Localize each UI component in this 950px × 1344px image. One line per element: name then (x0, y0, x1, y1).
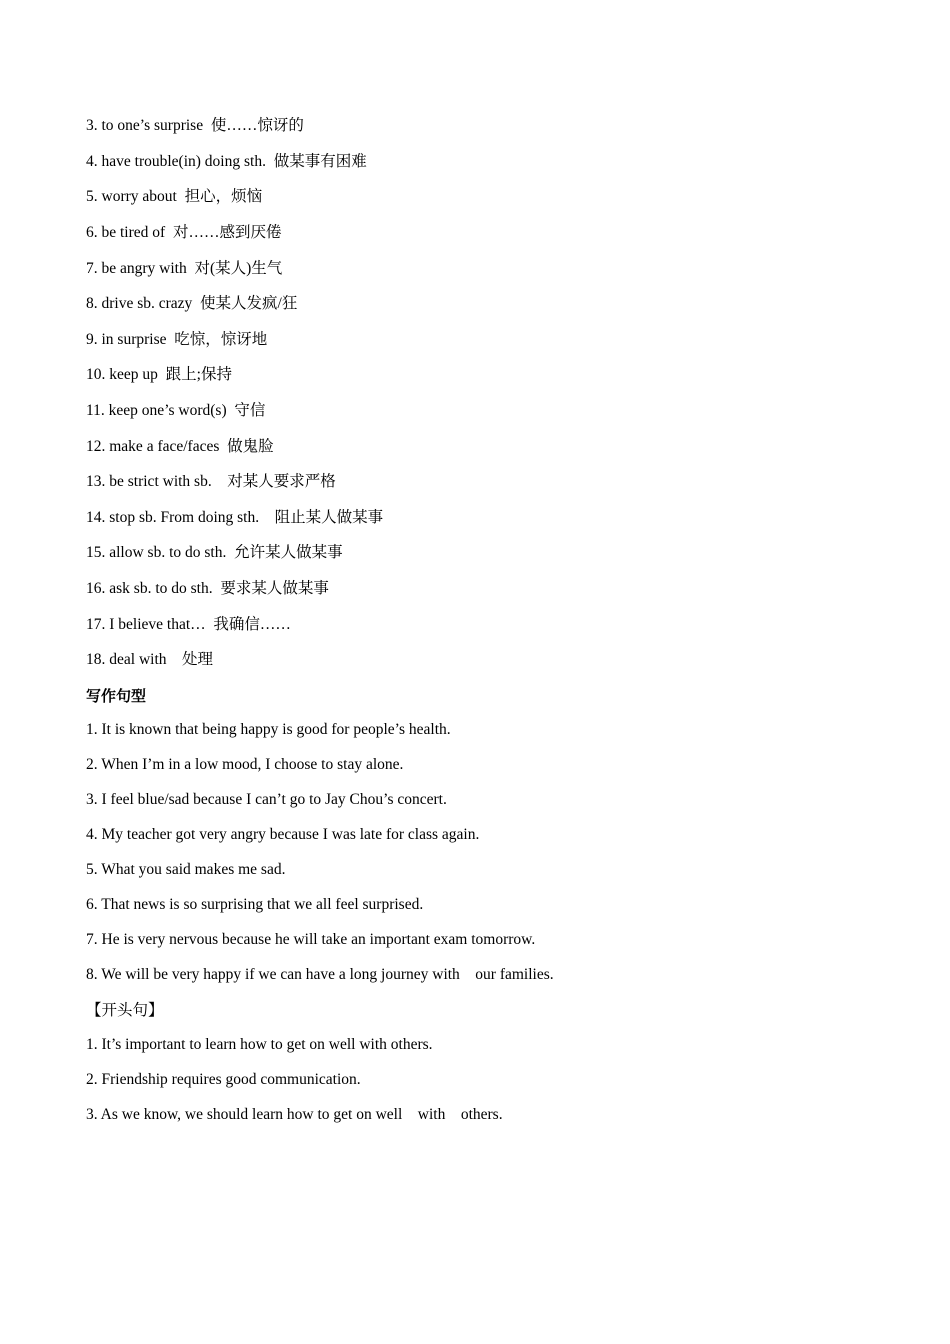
phrase-line: 18. deal with 处理 (86, 651, 213, 668)
phrase-line: 14. stop sb. From doing sth. 阻止某人做某事 (86, 509, 384, 526)
writing-sentence: 3. I feel blue/sad because I can’t go to Jay Chou’s concert. (86, 791, 447, 808)
writing-sentence: 8. We will be very happy if we can have a long journey with our families. (86, 966, 554, 983)
phrase-line: 16. ask sb. to do sth. 要求某人做某事 (86, 580, 329, 597)
phrase-line: 3. to one’s surprise 使……惊讶的 (86, 117, 304, 134)
phrase-line: 4. have trouble(in) doing sth. 做某事有困难 (86, 153, 367, 170)
writing-sentence: 7. He is very nervous because he will take an important exam tomorrow. (86, 931, 536, 948)
phrase-line: 5. worry about 担心，烦恼 (86, 188, 263, 205)
phrase-line: 13. be strict with sb. 对某人要求严格 (86, 473, 336, 490)
phrase-line: 7. be angry with 对(某人)生气 (86, 260, 283, 277)
opening-sentence: 1. It’s important to learn how to get on well with others. (86, 1036, 433, 1053)
writing-heading: 写作句型 (86, 687, 147, 705)
phrase-line: 12. make a face/faces 做鬼脸 (86, 438, 274, 455)
opening-sentence: 2. Friendship requires good communication. (86, 1071, 361, 1088)
phrase-line: 15. allow sb. to do sth. 允许某人做某事 (86, 544, 343, 561)
phrase-line: 8. drive sb. crazy 使某人发疯/狂 (86, 295, 298, 312)
opening-sentence: 3. As we know, we should learn how to get on well with others. (86, 1106, 503, 1123)
writing-sentence: 1. It is known that being happy is good for people’s health. (86, 721, 451, 738)
writing-sentence: 4. My teacher got very angry because I was late for class again. (86, 826, 480, 843)
writing-sentence: 2. When I’m in a low mood, I choose to stay alone. (86, 756, 404, 773)
phrase-line: 11. keep one’s word(s) 守信 (86, 402, 266, 419)
phrase-line: 17. I believe that… 我确信…… (86, 616, 291, 633)
phrase-line: 10. keep up 跟上;保持 (86, 366, 232, 383)
phrase-line: 6. be tired of 对……感到厌倦 (86, 224, 282, 241)
opening-heading: 【开头句】 (86, 1002, 164, 1019)
writing-sentence: 5. What you said makes me sad. (86, 861, 286, 878)
phrase-line: 9. in surprise 吃惊，惊讶地 (86, 331, 268, 348)
writing-sentence: 6. That news is so surprising that we all feel surprised. (86, 896, 424, 913)
